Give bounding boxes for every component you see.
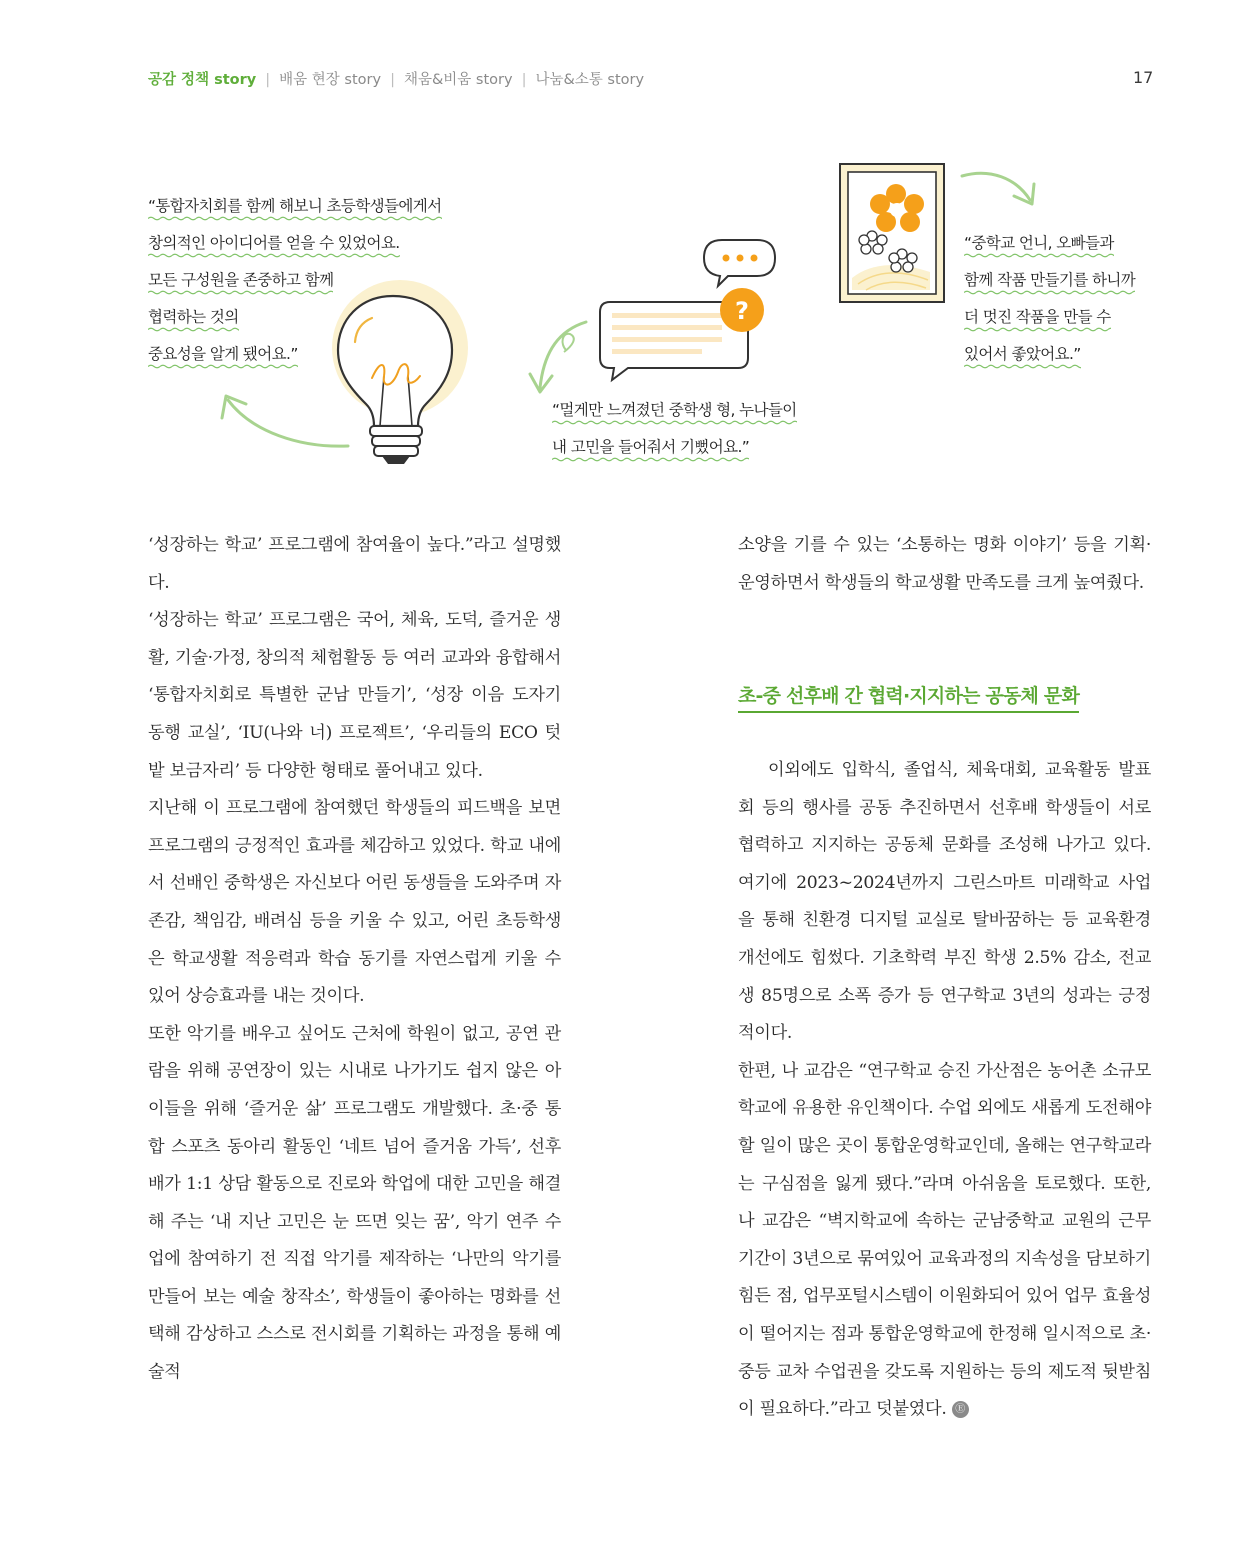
- curved-arrow-icon: [962, 173, 1034, 204]
- body-paragraph: 지난해 이 프로그램에 참여했던 학생들의 피드백을 보면 프로그램의 긍정적인 효과를 체감하고 있었다. 학교 내에서 선배인 중학생은 자신보다 어린 동생들을 도와주며 자존감, 책임감, 배려심 등을 키울 수 있고, 어린 초등학생은 학교생활 적응력과 학습 동기를 자연스럽게 키울 수 있어 상승효과를 내는 것이다.: [148, 798, 561, 1007]
- quote-line: “통합자치회를 함께 해보니 초등학생들에게서: [148, 197, 442, 221]
- quote-bulb: [148, 188, 442, 373]
- quote-line: 협력하는 것의: [148, 308, 239, 332]
- body-paragraph: ‘성장하는 학교’ 프로그램은 국어, 체육, 도덕, 즐거운 생활, 기술·가정, 창의적 체험활동 등 여러 교과와 융합해서 ‘통합자치회로 특별한 군남 만들기’, ‘성장 이음 도자기 동행 교실’, ‘IU(나와 너) 프로젝트’, ‘우리들의 ECO 텃밭 보금자리’ 등 다양한 형태로 풀어내고 있다.: [148, 610, 561, 781]
- curved-arrow-icon: [530, 322, 586, 392]
- quote-line: “멀게만 느껴졌던 중학생 형, 누나들이: [552, 401, 797, 425]
- quote-line: 중요성을 알게 됐어요.”: [148, 345, 298, 369]
- speech-bubble-dots-icon: [704, 240, 775, 286]
- nav-separator: |: [521, 72, 527, 88]
- nav-item-fill-empty-story[interactable]: 채움&비움 story: [403, 72, 513, 88]
- end-mark-icon: Ⓔ: [952, 1401, 969, 1418]
- quote-chat: [552, 392, 797, 466]
- page-number: 17: [1133, 68, 1154, 87]
- quote-art: [964, 225, 1135, 373]
- quote-line: 모든 구성원을 존중하고 함께: [148, 271, 333, 295]
- body-paragraph: ‘성장하는 학교’ 프로그램에 참여율이 높다.”라고 설명했다.: [148, 535, 561, 593]
- article-right-column-top: [738, 527, 1151, 602]
- nav-item-field-story[interactable]: 배움 현장 story: [279, 72, 382, 88]
- flower-picture-icon: [840, 164, 944, 302]
- nav-separator: |: [390, 72, 395, 88]
- quote-line: 내 고민을 들어줘서 기뻤어요.”: [552, 438, 749, 462]
- body-paragraph: 이외에도 입학식, 졸업식, 체육대회, 교육활동 발표회 등의 행사를 공동 추진하면서 선후배 학생들이 서로 협력하고 지지하는 공동체 문화를 조성해 나가고 있다. 여기에 2023~2024년까지 그린스마트 미래학교 사업을 통해 친환경 디지털 교실로 탈바꿈하는 등 교육환경 개선에도 힘썼다. 기초학력 부진 학생 2.5% 감소, 전교생 85명으로 소폭 증가 등 연구학교 3년의 성과는 긍정적이다.: [738, 760, 1151, 1044]
- quote-line: “중학교 언니, 오빠들과: [964, 234, 1114, 258]
- quote-line: 더 멋진 작품을 만들 수: [964, 308, 1111, 332]
- body-paragraph: [738, 1053, 1151, 1429]
- paragraph-text: 한편, 나 교감은 “연구학교 승진 가산점은 농어촌 소규모학교에 유용한 유인책이다. 수업 외에도 새롭게 도전해야 할 일이 많은 곳이 통합운영학교인데, 올해는 연구학교라는 구심점을 잃게 됐다.”라며 아쉬움을 토로했다. 또한, 나 교감은 “벽지학교에 속하는 군남중학교 교원의 근무 기간이 3년으로 묶여있어 교육과정의 지속성을 담보하기 힘든 점, 업무포털시스템이 이원화되어 있어 업무 효율성이 떨어지는 점과 통합운영학교에 한정해 일시적으로 초·중등 교차 수업권을 갖도록 지원하는 등의 제도적 뒷받침이 필요하다.”라고 덧붙였다.: [738, 1060, 1151, 1420]
- nav-item-share-story[interactable]: 나눔&소통 story: [535, 72, 645, 88]
- body-paragraph: 소양을 기를 수 있는 ‘소통하는 명화 이야기’ 등을 기획·운영하면서 학생들의 학교생활 만족도를 크게 높여줬다.: [738, 535, 1151, 593]
- quote-line: 창의적인 아이디어를 얻을 수 있었어요.: [148, 234, 400, 258]
- body-paragraph: 또한 악기를 배우고 싶어도 근처에 학원이 없고, 공연 관람을 위해 공연장이 있는 시내로 나가기도 쉽지 않은 아이들을 위해 ‘즐거운 삶’ 프로그램도 개발했다. 초·중 통합 스포츠 동아리 활동인 ‘네트 넘어 즐거움 가득’, 선후배가 1:1 상담 활동으로 진로와 학업에 대한 고민을 해결해 주는 ‘내 지난 고민은 눈 뜨면 잊는 꿈’, 악기 연주 수업에 참여하기 전 직접 악기를 제작하는 ‘나만의 악기를 만들어 보는 예술 창작소’, 학생들이 좋아하는 명화를 선택해 감상하고 스스로 전시회를 기획하는 과정을 통해 예술적: [148, 1023, 561, 1383]
- svg-text:?: ?: [735, 297, 749, 325]
- chat-bubble-icon: [600, 288, 764, 380]
- article-right-column-body: [738, 752, 1151, 1429]
- article-left-column: [148, 527, 561, 1392]
- nav-item-policy-story[interactable]: 공감 정책 story: [148, 72, 257, 88]
- quote-line: 함께 작품 만들기를 하니까: [964, 271, 1135, 295]
- section-heading: 초-중 선후배 간 협력·지지하는 공동체 문화: [738, 681, 1079, 713]
- curved-arrow-icon: [222, 396, 348, 446]
- quote-line: 있어서 좋았어요.”: [964, 345, 1081, 369]
- nav-separator: |: [265, 72, 271, 88]
